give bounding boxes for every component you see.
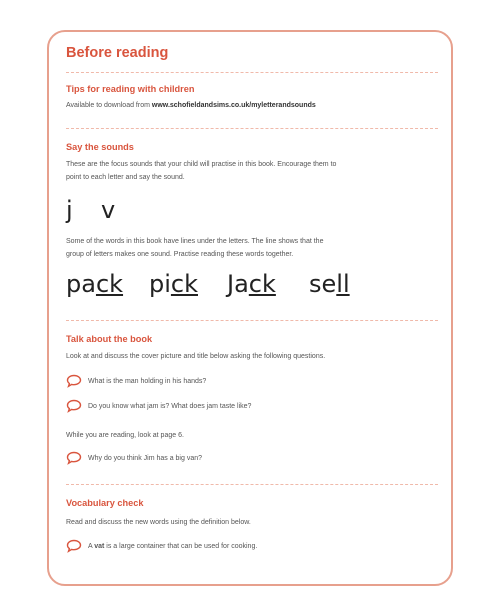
practice-word: sell [309, 270, 350, 298]
question-text: What is the man holding in his hands? [88, 377, 207, 385]
practice-word: pack [66, 270, 124, 298]
sounds-explanation-line: Some of the words in this book have lines under the letters. The line shows that the [66, 238, 324, 245]
question-text: Why do you think Jim has a big van? [88, 454, 203, 462]
vocab-definition: A vat is a large container that can be used for cooking. [88, 542, 258, 550]
speech-bubble-icon [66, 399, 82, 413]
divider [66, 72, 438, 73]
speech-bubble-icon [66, 539, 82, 553]
while-reading-text: While you are reading, look at page 6. [66, 432, 184, 439]
speech-bubble-icon [66, 451, 82, 465]
divider [66, 320, 438, 321]
focus-letter: j [66, 196, 73, 224]
vocab-word: vat [94, 542, 105, 550]
vocab-heading: Vocabulary check [66, 498, 144, 508]
practice-word: Jack [227, 270, 276, 298]
talk-heading: Talk about the book [66, 334, 153, 344]
sounds-intro-line: These are the focus sounds that your child will practise in this book. Encourage them to [66, 161, 337, 168]
question-item [66, 374, 206, 388]
sounds-intro [66, 159, 438, 184]
tips-text [66, 100, 438, 113]
tips-heading: Tips for reading with children [66, 84, 195, 94]
divider [66, 128, 438, 129]
sounds-explanation-line: group of letters makes one sound. Practise reading these words together. [66, 250, 294, 258]
vocab-intro: Read and discuss the new words using the definition below. [66, 519, 251, 526]
page-title: Before reading [66, 45, 169, 61]
sounds-heading: Say the sounds [66, 142, 134, 152]
question-item [66, 451, 202, 465]
speech-bubble-icon [66, 374, 82, 388]
divider [66, 484, 438, 485]
question-text: Do you know what jam is? What does jam taste like? [88, 402, 252, 410]
question-item [66, 399, 251, 413]
download-link[interactable]: www.schofieldandsims.co.uk/myletterandsounds [151, 102, 316, 109]
talk-intro: Look at and discuss the cover picture and title below asking the following questions. [66, 353, 326, 360]
tips-prefix: Available to download from [66, 102, 152, 109]
sounds-intro-line: point to each letter and say the sound. [66, 173, 185, 181]
focus-letter: v [101, 196, 116, 224]
before-reading-card [47, 30, 453, 586]
practice-word: pick [149, 270, 198, 298]
sounds-explanation [66, 236, 438, 261]
vocab-item [66, 539, 257, 553]
